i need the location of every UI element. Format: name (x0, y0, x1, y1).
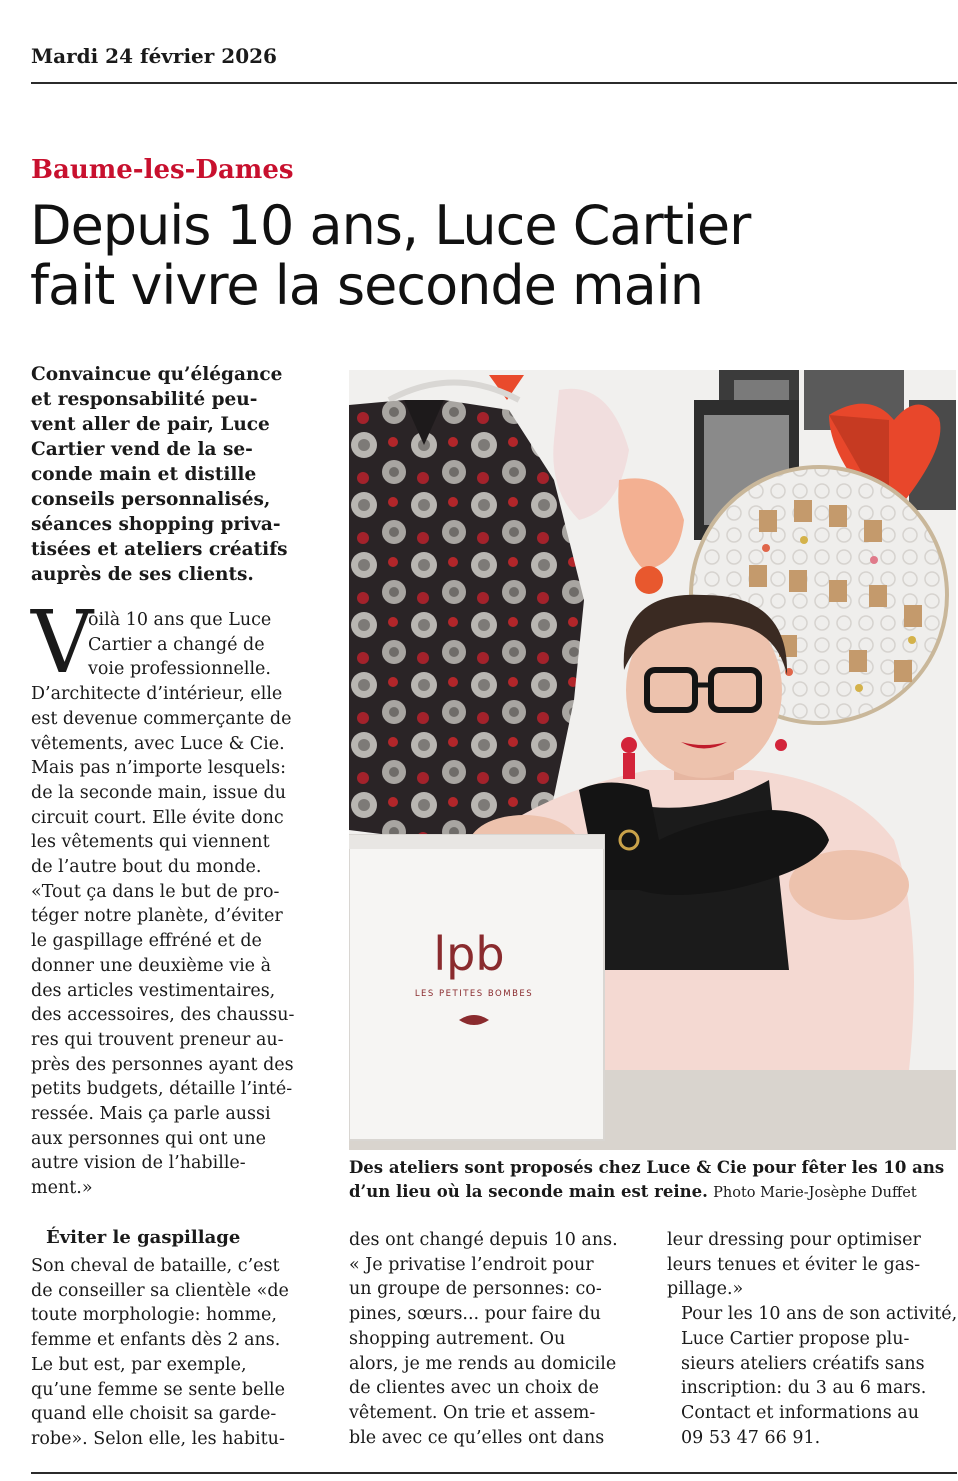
body-line: autre vision de l’habille- (31, 1153, 246, 1174)
lead-line: vent aller de pair, Luce (31, 414, 270, 435)
article-lead (31, 362, 331, 587)
body-line: toute morphologie: homme, (31, 1305, 277, 1326)
body-line: Pour les 10 ans de son activité, (681, 1304, 958, 1325)
body-line: Contact et informations au (681, 1402, 919, 1423)
body-line: Son cheval de bataille, c’est (31, 1256, 280, 1276)
body-line: de l’autre bout du monde. (31, 857, 262, 878)
body-line: « Je privatise l’endroit pour (349, 1254, 594, 1275)
publication-date: Mardi 24 février 2026 (31, 44, 277, 68)
photo-illustration (349, 370, 956, 1150)
top-divider (31, 82, 957, 84)
lead-line: Cartier vend de la se- (31, 439, 253, 460)
body-line: 09 53 47 66 91. (681, 1427, 821, 1448)
body-line: shopping autrement. Ou (349, 1328, 566, 1349)
body-line: aux personnes qui ont une (31, 1128, 266, 1149)
body-line: Mais pas n’importe lesquels: (31, 758, 286, 779)
body-line: téger notre planète, d’éviter (31, 906, 283, 927)
body-line: leur dressing pour optimiser (667, 1230, 921, 1250)
article-kicker: Baume-les-Dames (31, 155, 294, 185)
body-line: près des personnes ayant des (31, 1054, 294, 1075)
body-line: ressée. Mais ça parle aussi (31, 1104, 271, 1125)
body-line: Cartier a changé de (88, 634, 265, 655)
body-line: sieurs ateliers créatifs sans (681, 1353, 925, 1374)
body-line: quand elle choisit sa garde- (31, 1404, 277, 1425)
lead-line: conseils personnalisés, (31, 489, 271, 510)
body-line: oilà 10 ans que Luce (88, 610, 272, 630)
body-line: des accessoires, des chaussu- (31, 1005, 295, 1026)
body-line: femme et enfants dès 2 ans. (31, 1330, 281, 1351)
body-line: pines, sœurs... pour faire du (349, 1304, 601, 1325)
body-line: D’architecte d’intérieur, elle (31, 684, 283, 705)
article-column-c (667, 1228, 957, 1450)
lead-line: Convaincue qu’élégance (31, 364, 283, 385)
body-line: des ont changé depuis 10 ans. (349, 1230, 618, 1250)
lead-line: conde main et distille (31, 464, 257, 485)
lead-line: et responsabilité peu- (31, 389, 258, 410)
box-logo-subtitle: LES PETITES BOMBES (414, 989, 534, 999)
body-line: alors, je me rends au domicile (349, 1353, 617, 1374)
caption-text: Des ateliers sont proposés chez Luce & Cie pour fêter les 10 ans (349, 1158, 945, 1177)
headline-line: fait vivre la seconde main (30, 254, 703, 317)
body-line: voie professionnelle. (88, 659, 271, 680)
body-line: est devenue commerçante de (31, 708, 292, 729)
lead-line: auprès de ses clients. (31, 564, 254, 585)
photo-credit: Photo Marie-Josèphe Duffet (713, 1185, 917, 1201)
body-line: donner une deuxième vie à (31, 955, 272, 976)
headline-line: Depuis 10 ans, Luce Cartier (30, 194, 751, 257)
body-line: res qui trouvent preneur au- (31, 1029, 284, 1050)
caption-text: d’un lieu où la seconde main est reine. (349, 1182, 708, 1201)
article-headline (30, 196, 940, 316)
body-line: ble avec ce qu’elles ont dans (349, 1427, 605, 1448)
drop-cap: V (31, 593, 94, 693)
body-line: «Tout ça dans le but de pro- (31, 881, 280, 902)
article-column-1 (31, 608, 331, 1201)
lead-line: séances shopping priva- (31, 514, 281, 535)
box-logo-text: lpb (433, 927, 505, 981)
section-subhead: Éviter le gaspillage (46, 1227, 241, 1248)
body-line: de conseiller sa clientèle «de (31, 1280, 289, 1301)
caption-line (349, 1180, 956, 1205)
body-line: vêtement. On trie et assem- (349, 1402, 596, 1423)
body-line: un groupe de personnes: co- (349, 1279, 602, 1300)
body-line: Le but est, par exemple, (31, 1354, 247, 1375)
body-line: qu’une femme se sente belle (31, 1379, 286, 1400)
body-line: robe». Selon elle, les habitu- (31, 1428, 285, 1449)
body-line: petits budgets, détaille l’inté- (31, 1079, 293, 1100)
article-column-a (31, 1254, 331, 1452)
caption-line (349, 1156, 956, 1180)
body-line: Luce Cartier propose plu- (681, 1328, 910, 1349)
body-line: ment.» (31, 1178, 93, 1199)
article-column-b (349, 1228, 649, 1450)
body-line: les vêtements qui viennent (31, 832, 270, 853)
body-line: leurs tenues et éviter le gas- (667, 1254, 921, 1275)
lead-line: tisées et ateliers créatifs (31, 539, 288, 560)
body-line: de clientes avec un choix de (349, 1378, 600, 1399)
body-line: de la seconde main, issue du (31, 782, 287, 803)
photo-caption (349, 1156, 956, 1205)
bottom-divider (31, 1472, 957, 1474)
body-line: circuit court. Elle évite donc (31, 807, 284, 828)
body-line: le gaspillage effréné et de (31, 931, 262, 952)
body-line: des articles vestimentaires, (31, 980, 276, 1001)
body-line: inscription: du 3 au 6 mars. (681, 1378, 927, 1399)
body-line: vêtements, avec Luce & Cie. (31, 733, 285, 754)
body-line: pillage.» (667, 1279, 744, 1300)
article-photo (349, 370, 956, 1150)
